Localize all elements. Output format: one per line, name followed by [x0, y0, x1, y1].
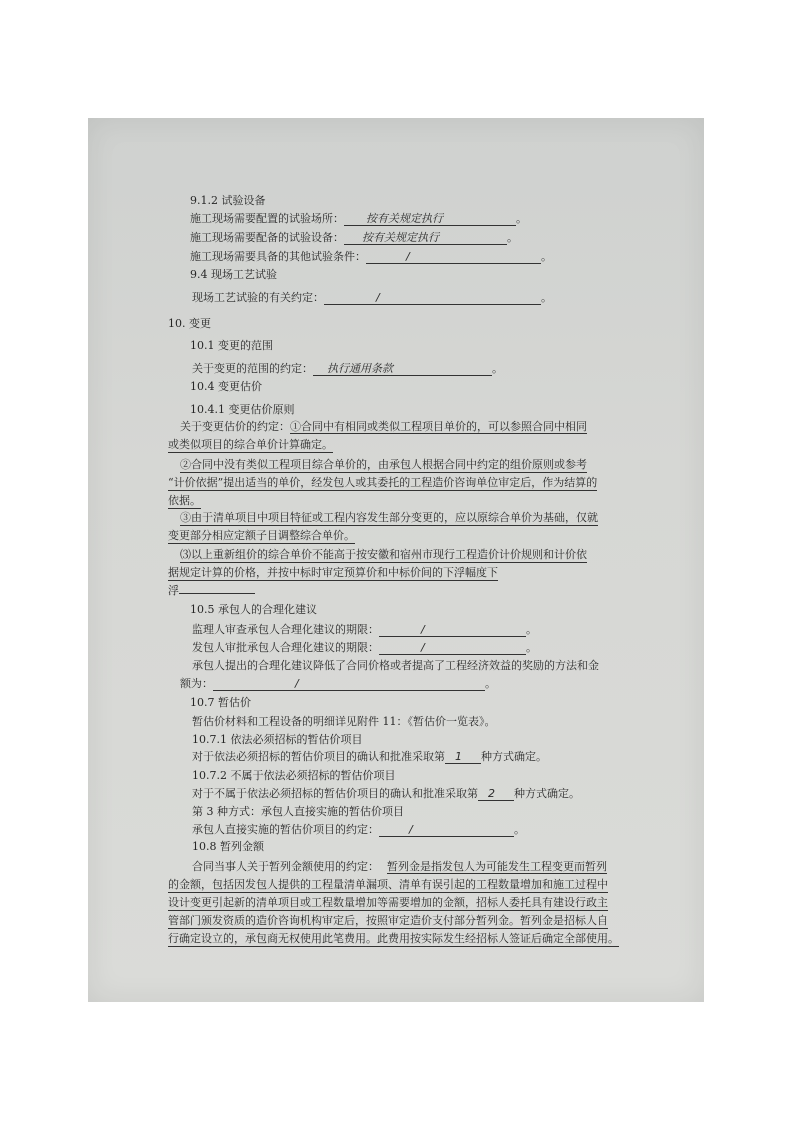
- provisional-intro: 暂估价材料和工程设备的明细详见附件 11：《暂估价一览表》。: [192, 715, 496, 728]
- heading-10-4: 10.4 变更估价: [190, 380, 262, 393]
- supervisor-review-row: [192, 623, 537, 637]
- reward-method-a: 承包人提出的合理化建议降低了合同价格或者提高了工程经济效益的奖励的方法和金: [192, 659, 599, 672]
- tender-not-required-row: [192, 787, 580, 801]
- change-scope-row: [192, 362, 503, 376]
- other-conditions-value: /: [366, 250, 541, 264]
- test-equipment-end: 。: [507, 231, 518, 244]
- heading-10-8: 10.8 暂列金额: [192, 840, 264, 853]
- tender-required-text: 对于依法必须招标的暂估价项目的确认和批准采取第: [192, 750, 445, 763]
- contingency-text-1: 暂列金是指发包人为可能发生工程变更而暂列: [387, 860, 607, 873]
- heading-10-5: 10.5 承包人的合理化建议: [190, 603, 317, 616]
- reward-amount-value: /: [213, 677, 485, 691]
- employer-approval-label: 发包人审批承包人合理化建议的期限：: [192, 641, 379, 654]
- supervisor-review-value: /: [379, 623, 526, 637]
- valuation-rule-2c: 依据。: [168, 494, 201, 507]
- valuation-rule-2a: ②合同中没有类似工程项目综合单价的，由承包人根据合同中约定的组价原则或参考: [180, 458, 587, 471]
- tender-required-method: 1: [445, 750, 481, 764]
- contingency-text-2: 的金额，包括因发包人提供的工程量清单漏项、清单有误引起的工程数量增加和施工过程中: [168, 878, 608, 891]
- change-scope-end: 。: [492, 362, 503, 375]
- valuation-rule-2b: “计价依据”提出适当的单价，经发包人或其委托的工程造价咨询单位审定后，作为结算的: [168, 476, 598, 489]
- other-conditions-label: 施工现场需要具备的其他试验条件：: [190, 250, 366, 263]
- heading-10-7-1: 10.7.1 依法必须招标的暂估价项目: [192, 733, 363, 746]
- direct-implement-label: 承包人直接实施的暂估价项目的约定：: [192, 823, 379, 836]
- valuation-rule-3a: ③由于清单项目中项目特征或工程内容发生部分变更的，应以原综合单价为基础，仅就: [180, 511, 598, 524]
- process-test-value: /: [324, 291, 541, 305]
- process-test-end: 。: [541, 291, 552, 304]
- test-site-row: [190, 212, 527, 226]
- valuation-rule-4b: 据规定计算的价格，并按中标时审定预算价和中标价间的下浮幅度下: [168, 566, 498, 579]
- float-rate-blank: [179, 593, 255, 594]
- direct-implement-row: [192, 823, 525, 837]
- supervisor-review-label: 监理人审查承包人合理化建议的期限：: [192, 623, 379, 636]
- valuation-rule-4c: 浮: [168, 584, 179, 597]
- employer-approval-row: [192, 641, 537, 655]
- document-photo: [88, 118, 704, 1002]
- heading-method-3: 第 3 种方式：承包人直接实施的暂估价项目: [192, 805, 404, 818]
- direct-implement-value: /: [379, 823, 514, 837]
- valuation-rule-1b: 或类似项目的综合单价计算确定。: [168, 438, 333, 451]
- test-equipment-value: 按有关规定执行: [344, 231, 507, 245]
- tender-required-text-end: 种方式确定。: [481, 750, 547, 763]
- valuation-rule-1a: ①合同中有相同或类似工程项目单价的，可以参照合同中相同: [290, 420, 587, 433]
- other-conditions-row: [190, 250, 552, 264]
- valuation-rule-3b: 变更部分相应定额子目调整综合单价。: [168, 529, 355, 542]
- employer-approval-end: 。: [526, 641, 537, 654]
- heading-10-7: 10.7 暂估价: [190, 696, 251, 709]
- heading-9-1-2: 9.1.2 试验设备: [190, 194, 266, 207]
- contingency-text-4: 管部门颁发资质的造价咨询机构审定后，按照审定造价支付部分暂列金。暂列金是招标人自: [168, 914, 608, 927]
- contingency-p1-row: [192, 860, 607, 874]
- process-test-label: 现场工艺试验的有关约定：: [192, 291, 324, 304]
- other-conditions-end: 。: [541, 250, 552, 263]
- reward-amount-end: 。: [485, 677, 496, 690]
- tender-not-required-text: 对于不属于依法必须招标的暂估价项目的确认和批准采取第: [192, 787, 478, 800]
- change-scope-label: 关于变更的范围的约定：: [192, 362, 313, 375]
- supervisor-review-end: 。: [526, 623, 537, 636]
- direct-implement-end: 。: [514, 823, 525, 836]
- valuation-rule-4a: ⑶以上重新组价的综合单价不能高于按安徽和宿州市现行工程造价计价规则和计价依: [180, 548, 587, 561]
- employer-approval-value: /: [379, 641, 526, 655]
- valuation-rule-4c-row: [168, 584, 255, 598]
- heading-10-7-2: 10.7.2 不属于依法必须招标的暂估价项目: [192, 769, 396, 782]
- process-test-row: [192, 291, 552, 305]
- reward-amount-label: 额为：: [180, 677, 213, 690]
- change-scope-value: 执行通用条款: [313, 362, 492, 376]
- contingency-text-5: 行确定设立的，承包商无权使用此笔费用。此费用按实际发生经招标人签证后确定全部使用。: [168, 932, 619, 945]
- test-site-label: 施工现场需要配置的试验场所：: [190, 212, 344, 225]
- tender-not-required-method: 2: [478, 787, 514, 801]
- contingency-label: 合同当事人关于暂列金额使用的约定：: [192, 860, 379, 873]
- heading-10-1: 10.1 变更的范围: [190, 339, 273, 352]
- valuation-label: 关于变更估价的约定：: [180, 420, 290, 433]
- valuation-p1a: [180, 420, 587, 434]
- test-site-value: 按有关规定执行: [344, 212, 516, 226]
- heading-10: 10. 变更: [168, 317, 211, 330]
- tender-not-required-text-end: 种方式确定。: [514, 787, 580, 800]
- heading-10-4-1: 10.4.1 变更估价原则: [190, 403, 295, 416]
- test-equipment-label: 施工现场需要配备的试验设备：: [190, 231, 344, 244]
- reward-method-b-row: [180, 677, 496, 691]
- test-site-end: 。: [516, 212, 527, 225]
- heading-9-4: 9.4 现场工艺试验: [190, 268, 277, 281]
- contingency-text-3: 设计变更引起新的清单项目或工程数量增加等需要增加的金额，招标人委托具有建设行政主: [168, 896, 608, 909]
- tender-required-row: [192, 750, 547, 764]
- test-equipment-row: [190, 231, 518, 245]
